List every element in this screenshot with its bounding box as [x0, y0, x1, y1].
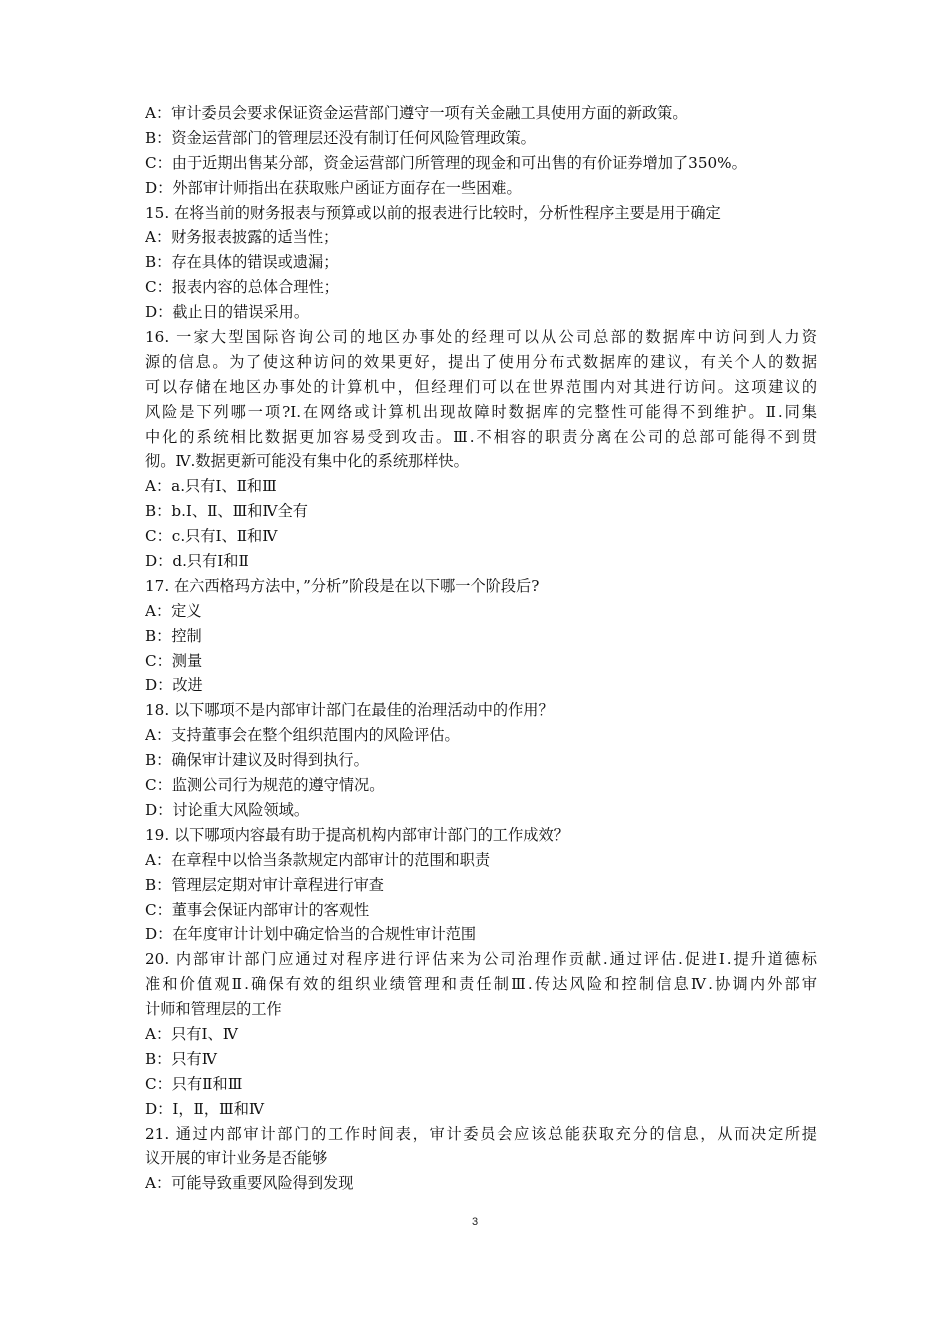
question-18: 18. 以下哪项不是内部审计部门在最佳的治理活动中的作用？ — [145, 701, 554, 720]
answer-option-b: B：存在具体的错误或遗漏； — [145, 253, 339, 272]
page-body — [145, 101, 817, 1196]
answer-option-d: D：d.只有Ⅰ和Ⅱ — [145, 552, 249, 571]
answer-option-a: A：可能导致重要风险得到发现 — [145, 1174, 354, 1193]
question-20-continued: 准和价值观Ⅱ.确保有效的组织业绩管理和责任制Ⅲ.传达风险和控制信息Ⅳ.协调内外部审 — [145, 975, 817, 994]
answer-option-a: A：支持董事会在整个组织范围内的风险评估。 — [145, 726, 460, 745]
question-21: 21. 通过内部审计部门的工作时间表，审计委员会应该总能获取充分的信息，从而决定所提 — [145, 1124, 817, 1143]
answer-option-d: D：外部审计师指出在获取账户函证方面存在一些困难。 — [145, 178, 522, 197]
answer-option-a: A：审计委员会要求保证资金运营部门遵守一项有关金融工具使用方面的新政策。 — [145, 104, 688, 122]
answer-option-d: D：Ⅰ，Ⅱ，Ⅲ和Ⅳ — [145, 1099, 265, 1118]
answer-option-a: A：a.只有Ⅰ、Ⅱ和Ⅲ — [145, 477, 277, 496]
answer-option-c: C：只有Ⅱ和Ⅲ — [145, 1074, 243, 1093]
answer-option-b: B：b.Ⅰ、Ⅱ、Ⅲ和Ⅳ全有 — [145, 502, 308, 521]
page-number: 3 — [471, 1216, 479, 1228]
question-16-continued: 彻。Ⅳ.数据更新可能没有集中化的系统那样快。 — [145, 452, 469, 471]
question-16-continued: 中化的系统相比数据更加容易受到攻击。Ⅲ.不相容的职责分离在公司的总部可能得不到贯 — [145, 427, 817, 446]
answer-option-c: C：c.只有Ⅰ、Ⅱ和Ⅳ — [145, 527, 278, 546]
question-20: 20. 内部审计部门应通过对程序进行评估来为公司治理作贡献.通过评估.促进Ⅰ.提升道德标 — [145, 950, 817, 969]
question-21-continued: 议开展的审计业务是否能够 — [145, 1149, 328, 1168]
answer-option-c: C：测量 — [145, 651, 203, 670]
answer-option-d: D：在年度审计计划中确定恰当的合规性审计范围 — [145, 925, 477, 944]
answer-option-b: B：只有Ⅳ — [145, 1049, 217, 1068]
question-19: 19. 以下哪项内容最有助于提高机构内部审计部门的工作成效？ — [145, 825, 569, 844]
answer-option-b: B：管理层定期对审计章程进行审查 — [145, 875, 384, 894]
question-16-continued: 风险是下列哪一项?I.在网络或计算机出现故障时数据库的完整性可能得不到维护。Ⅱ.同集 — [145, 402, 817, 421]
question-17: 17. 在六西格玛方法中，”分析”阶段是在以下哪一个阶段后? — [145, 576, 540, 595]
answer-option-c: C：报表内容的总体合理性； — [145, 278, 339, 297]
answer-option-b: B：确保审计建议及时得到执行。 — [145, 751, 369, 770]
answer-option-a: A：只有Ⅰ、Ⅳ — [145, 1024, 238, 1043]
answer-option-b: B：控制 — [145, 626, 202, 645]
answer-option-d: D：讨论重大风险领域。 — [145, 800, 310, 819]
answer-option-d: D：截止日的错误采用。 — [145, 303, 310, 322]
question-20-continued: 计师和管理层的工作 — [145, 1000, 282, 1019]
answer-option-b: B：资金运营部门的管理层还没有制订任何风险管理政策。 — [145, 128, 536, 147]
answer-option-c: C：由于近期出售某分部，资金运营部门所管理的现金和可出售的有价证券增加了350%。 — [145, 153, 747, 172]
answer-option-a: A：财务报表披露的适当性； — [145, 228, 339, 247]
question-16: 16. 一家大型国际咨询公司的地区办事处的经理可以从公司总部的数据库中访问到人力资 — [145, 328, 817, 347]
answer-option-c: C：监测公司行为规范的遵守情况。 — [145, 776, 385, 795]
question-15: 15. 在将当前的财务报表与预算或以前的报表进行比较时，分析性程序主要是用于确定 — [145, 203, 721, 222]
answer-option-a: A：定义 — [145, 601, 202, 620]
question-16-continued: 源的信息。为了使这种访问的效果更好，提出了使用分布式数据库的建议，有关个人的数据 — [145, 352, 817, 371]
question-16-continued: 可以存储在地区办事处的计算机中，但经理们可以在世界范围内对其进行访问。这项建议的 — [145, 377, 817, 396]
answer-option-c: C：董事会保证内部审计的客观性 — [145, 900, 370, 919]
answer-option-d: D：改进 — [145, 676, 203, 695]
answer-option-a: A：在章程中以恰当条款规定内部审计的范围和职责 — [145, 850, 491, 869]
